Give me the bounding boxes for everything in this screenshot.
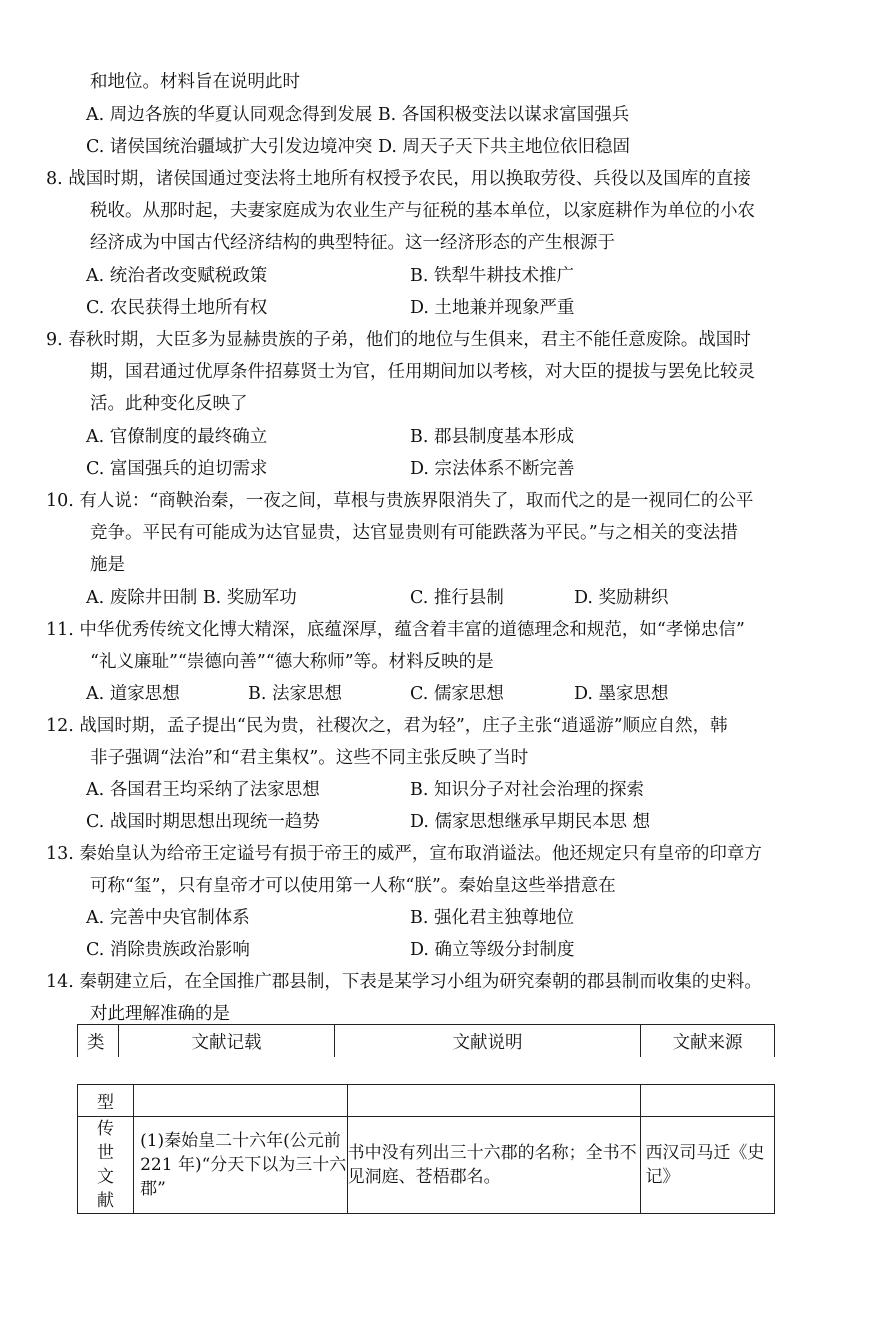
q8-stem-line1: 8. 战国时期，诸侯国通过变法将土地所有权授予农民，用以换取劳役、兵役以及国库的直接 xyxy=(46,169,751,189)
table-header-type-top: 类 xyxy=(87,1033,105,1053)
q13-stem-line2: 可称“玺”，只有皇帝才可以使用第一人称“朕”。秦始皇这些举措意在 xyxy=(90,876,616,896)
q10-stem-line2: 竞争。平民有可能成为达官显贵，达官显贵则有可能跌落为平民。”与之相关的变法措 xyxy=(90,523,738,543)
table-empty-cell xyxy=(134,1085,348,1117)
q9-stem-line1: 9. 春秋时期，大臣多为显赫贵族的子弟，他们的地位与生俱来，君主不能任意废除。战国时 xyxy=(46,330,751,350)
q11-option-b: B. 法家思想 xyxy=(248,684,342,704)
q9-option-c: C. 富国强兵的迫切需求 xyxy=(86,459,268,479)
source-table-header xyxy=(77,1024,775,1057)
q8-option-a: A. 统治者改变赋税政策 xyxy=(86,266,268,286)
q12-option-a: A. 各国君王均采纳了法家思想 xyxy=(86,780,320,800)
table-row xyxy=(78,1117,775,1214)
q11-option-c: C. 儒家思想 xyxy=(410,684,504,704)
q14-stem-line2: 对此理解准确的是 xyxy=(90,1004,230,1024)
q13-option-b: B. 强化君主独尊地位 xyxy=(410,908,574,928)
q13-option-d: D. 确立等级分封制度 xyxy=(410,940,575,960)
q8-option-b: B. 铁犁牛耕技术推广 xyxy=(410,266,574,286)
q10-option-d: D. 奖励耕织 xyxy=(574,588,669,608)
source-table xyxy=(77,1084,775,1214)
q12-option-d: D. 儒家思想继承早期民本思 想 xyxy=(410,812,651,832)
q11-stem-line2: “礼义廉耻”“崇德向善”“德大称师”等。材料反映的是 xyxy=(90,652,494,672)
q9-stem-line2: 期，国君通过优厚条件招募贤士为官，任用期间加以考核，对大臣的提拔与罢免比较灵 xyxy=(90,362,755,382)
q9-option-a: A. 官僚制度的最终确立 xyxy=(86,427,268,447)
q12-stem-line2: 非子强调“法治”和“君主集权”。这些不同主张反映了当时 xyxy=(90,748,529,768)
table-cell-type xyxy=(78,1117,134,1214)
q10-stem-line3: 施是 xyxy=(90,555,125,575)
q12-option-c: C. 战国时期思想出现统一趋势 xyxy=(86,812,320,832)
q9-stem-line3: 活。此种变化反映了 xyxy=(90,394,248,414)
q11-stem-line1: 11. 中华优秀传统文化博大精深，底蕴深厚，蕴含着丰富的道德理念和规范，如“孝悌忠信” xyxy=(46,620,745,640)
q13-option-c: C. 消除贵族政治影响 xyxy=(86,940,250,960)
table-header-record: 文献记载 xyxy=(191,1033,262,1053)
q11-option-d: D. 墨家思想 xyxy=(574,684,669,704)
table-row-header-continued xyxy=(78,1085,775,1117)
q12-stem-line1: 12. 战国时期，孟子提出“民为贵，社稷次之，君为轻”，庄子主张“逍遥游”顺应自然，韩 xyxy=(46,716,728,736)
q10-options-ab: A. 废除井田制 B. 奖励军功 xyxy=(86,588,297,608)
q12-option-b: B. 知识分子对社会治理的探索 xyxy=(410,780,644,800)
table-header-note: 文献说明 xyxy=(452,1033,523,1053)
table-cell-source: 西汉司马迁《史记》 xyxy=(641,1117,775,1214)
table-empty-cell xyxy=(641,1085,775,1117)
q10-stem-line1: 10. 有人说：“商鞅治秦，一夜之间，草根与贵族界限消失了，取而代之的是一视同仁的公平 xyxy=(46,491,754,511)
q13-option-a: A. 完善中央官制体系 xyxy=(86,908,250,928)
table-empty-cell xyxy=(347,1085,641,1117)
q7-options-ab: A. 周边各族的华夏认同观念得到发展 B. 各国积极变法以谋求富国强兵 xyxy=(86,105,630,125)
table-header-type-bottom: 型 xyxy=(78,1085,134,1117)
q13-stem-line1: 13. 秦始皇认为给帝王定谥号有损于帝王的威严，宣布取消谥法。他还规定只有皇帝的印章方 xyxy=(46,844,762,864)
row1-type-text: 传世文献 xyxy=(97,1119,115,1211)
q8-stem-line2: 税收。从那时起，夫妻家庭成为农业生产与征税的基本单位，以家庭耕作为单位的小农 xyxy=(90,201,755,221)
q9-option-b: B. 郡县制度基本形成 xyxy=(410,427,574,447)
table-cell-record: (1)秦始皇二十六年(公元前 221 年)“分天下以为三十六郡” xyxy=(134,1117,348,1214)
q10-option-c: C. 推行县制 xyxy=(410,588,504,608)
table-cell-note: 书中没有列出三十六郡的名称；全书不见洞庭、苍梧郡名。 xyxy=(347,1117,641,1214)
q7-options-cd: C. 诸侯国统治疆域扩大引发边境冲突 D. 周天子天下共主地位依旧稳固 xyxy=(86,137,630,157)
q8-option-d: D. 土地兼并现象严重 xyxy=(410,298,575,318)
q7-stem-tail: 和地位。材料旨在说明此时 xyxy=(90,72,300,92)
q8-stem-line3: 经济成为中国古代经济结构的典型特征。这一经济形态的产生根源于 xyxy=(90,233,615,253)
q11-option-a: A. 道家思想 xyxy=(86,684,180,704)
q9-option-d: D. 宗法体系不断完善 xyxy=(410,459,575,479)
table-header-source: 文献来源 xyxy=(672,1033,743,1053)
q8-option-c: C. 农民获得土地所有权 xyxy=(86,298,268,318)
q14-stem-line1: 14. 秦朝建立后，在全国推广郡县制，下表是某学习小组为研究秦朝的郡县制而收集的史料。 xyxy=(46,972,762,992)
